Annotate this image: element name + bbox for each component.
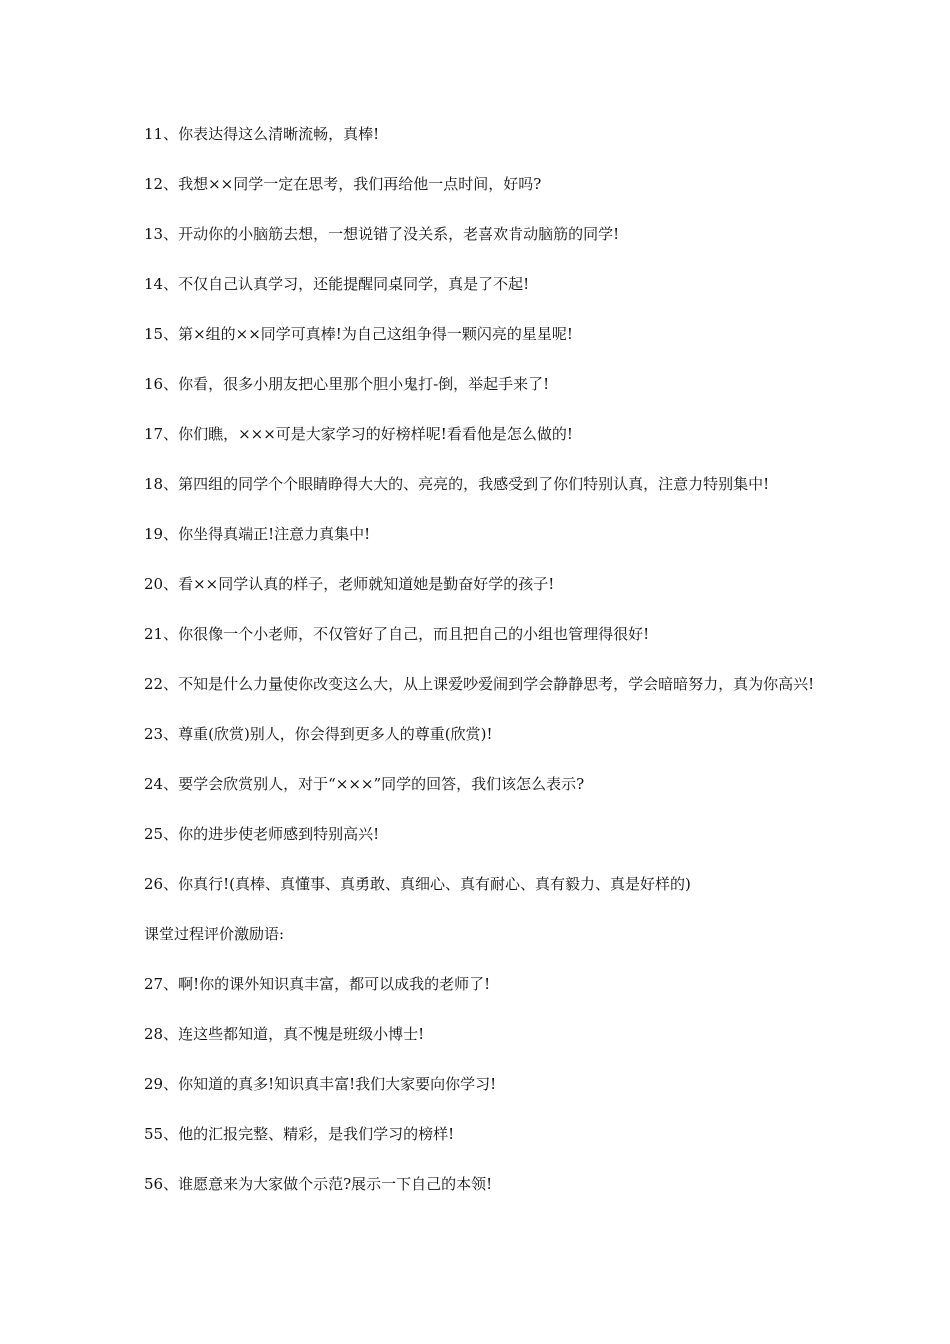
paragraph-13: 13、开动你的小脑筋去想，一想说错了没关系，老喜欢肯动脑筋的同学! [144,225,620,243]
paragraph-16: 16、你看，很多小朋友把心里那个胆小鬼打-倒，举起手来了! [144,375,550,393]
paragraph-12: 12、我想××同学一定在思考，我们再给他一点时间，好吗? [144,175,542,193]
paragraph-14: 14、不仅自己认真学习，还能提醒同桌同学，真是了不起! [144,275,530,293]
paragraph-19: 19、你坐得真端正!注意力真集中! [144,525,371,543]
paragraph-23: 23、尊重(欣赏)别人，你会得到更多人的尊重(欣赏)! [144,725,493,743]
paragraph-18: 18、第四组的同学个个眼睛睁得大大的、亮亮的，我感受到了你们特别认真，注意力特别集中! [144,475,770,493]
paragraph-26: 26、你真行!(真棒、真懂事、真勇敢、真细心、真有耐心、真有毅力、真是好样的) [144,875,691,893]
paragraph-11: 11、你表达得这么清晰流畅，真棒! [144,125,380,143]
paragraph-29: 29、你知道的真多!知识真丰富!我们大家要向你学习! [144,1075,497,1093]
paragraph-55: 55、他的汇报完整、精彩，是我们学习的榜样! [144,1125,455,1143]
paragraph-25: 25、你的进步使老师感到特别高兴! [144,825,380,843]
document-body [144,122,816,1222]
paragraph-17: 17、你们瞧，×××可是大家学习的好榜样呢!看看他是怎么做的! [144,425,573,443]
paragraph-15: 15、第×组的××同学可真棒!为自己这组争得一颗闪亮的星星呢! [144,325,573,343]
paragraph-20: 20、看××同学认真的样子，老师就知道她是勤奋好学的孩子! [144,575,555,593]
paragraph-24: 24、要学会欣赏别人，对于“×××”同学的回答，我们该怎么表示? [144,775,585,793]
section-heading-classroom-evaluation: 课堂过程评价激励语: [144,925,285,943]
paragraph-27: 27、啊!你的课外知识真丰富，都可以成我的老师了! [144,975,491,993]
paragraph-22: 22、不知是什么力量使你改变这么大，从上课爱吵爱闹到学会静静思考，学会暗暗努力，真为你高兴! [144,675,815,693]
paragraph-28: 28、连这些都知道，真不愧是班级小博士! [144,1025,425,1043]
paragraph-21: 21、你很像一个小老师，不仅管好了自己，而且把自己的小组也管理得很好! [144,625,650,643]
paragraph-56: 56、谁愿意来为大家做个示范?展示一下自己的本领! [144,1175,493,1193]
